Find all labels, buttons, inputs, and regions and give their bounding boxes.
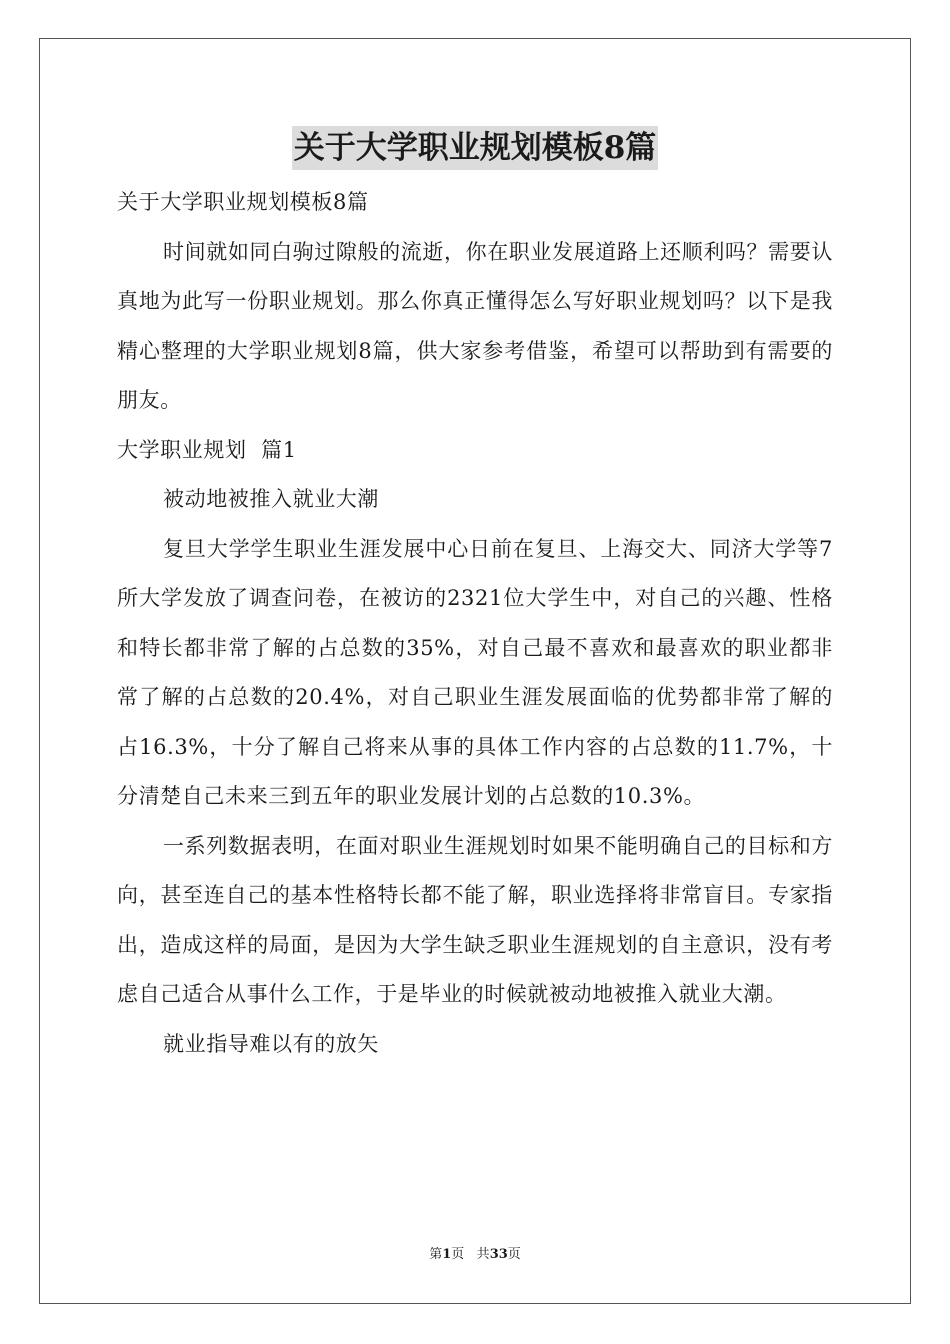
footer-prefix: 第 <box>429 1247 443 1262</box>
title-container <box>0 126 950 170</box>
paragraph: 就业指导难以有的放矢 <box>163 1031 379 1056</box>
footer-page-suffix: 页 <box>451 1247 465 1262</box>
document-title: 关于大学职业规划模板8篇 <box>292 126 659 170</box>
footer-total-suffix: 页 <box>507 1247 521 1262</box>
paragraph: 关于大学职业规划模板8篇 <box>117 190 369 214</box>
paragraph: 复旦大学学生职业生涯发展中心日前在复旦、上海交大、同济大学等7所大学发放了调查问卷，在被访的2321位大学生中，对自己的兴趣、性格和特长都非常了解的占总数的35%，对自己最不喜欢和最喜欢的职业都非常了解的占总数的20.4%，对自己职业生涯发展面临的优势都非常了解的占16.3%，十分了解自己将来从事的具体工作内容的占总数的11.7%，十分清楚自己未来三到五年的职业发展计划的占总数的10.3%。 <box>117 536 833 808</box>
page-footer <box>0 1246 950 1264</box>
paragraph: 一系列数据表明，在面对职业生涯规划时如果不能明确自己的目标和方向，甚至连自己的基本性格特长都不能了解，职业选择将非常盲目。专家指出，造成这样的局面，是因为大学生缺乏职业生涯规划的自主意识，没有考虑自己适合从事什么工作，于是毕业的时候就被动地被推入就业大潮。 <box>117 833 833 1006</box>
footer-page-number: 1 <box>442 1247 452 1262</box>
footer-total-prefix: 共 <box>476 1247 490 1262</box>
footer-total-pages: 33 <box>489 1247 508 1262</box>
section-heading: 大学职业规划 篇1 <box>117 437 297 462</box>
document-body <box>117 178 833 1069</box>
paragraph: 被动地被推入就业大潮 <box>163 487 379 511</box>
paragraph: 时间就如同白驹过隙般的流逝，你在职业发展道路上还顺利吗？需要认真地为此写一份职业规划。那么你真正懂得怎么写好职业规划吗？以下是我精心整理的大学职业规划8篇，供大家参考借鉴，希望可以帮助到有需要的朋友。 <box>117 239 833 412</box>
